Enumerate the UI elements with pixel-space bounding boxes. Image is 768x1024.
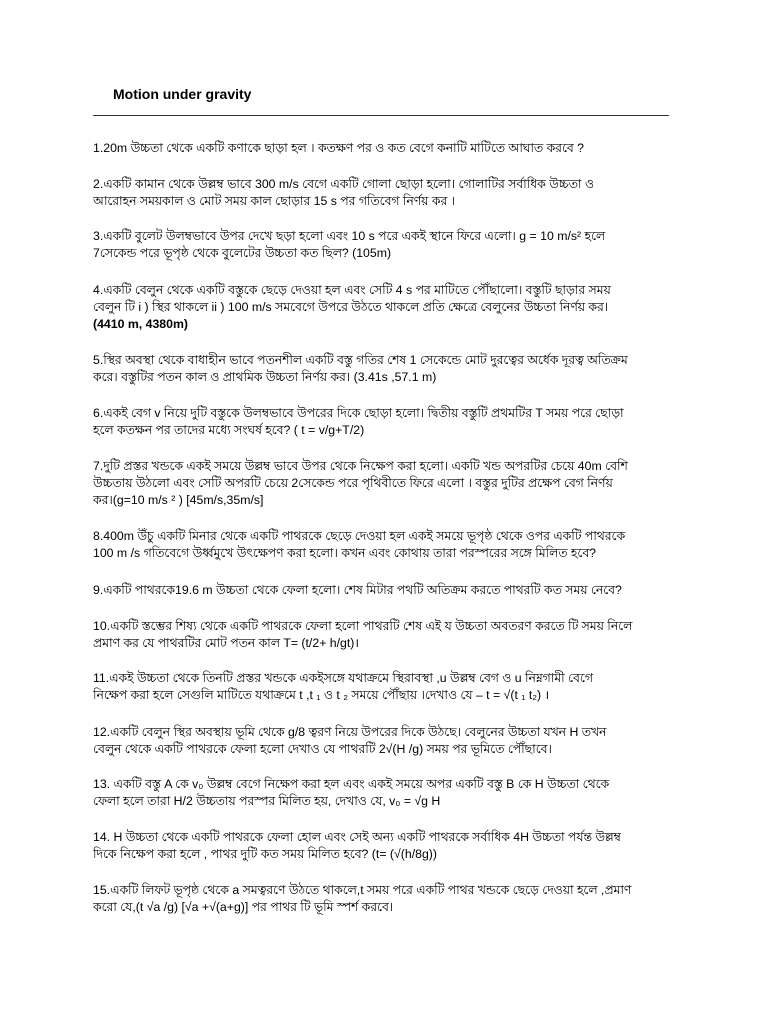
question-14: [93, 829, 668, 863]
question-line: 4.একটি বেলুন থেকে একটি বস্তুকে ছেড়ে দেওয়া হল এবং সেটি 4 s পর মাটিতে পৌঁছালো। বস্তুটি ছাড়ার সময়: [93, 283, 611, 297]
question-7: [93, 458, 668, 509]
question-line: উচ্চতায় উঠলো এবং সেটি অপরটি চেয়ে 2সেকেন্ড পরে পৃথিবীতে ফিরে এলো । বস্তুর দুটির প্রক্ষেপ বেগ নির্ণয়: [93, 476, 613, 490]
page-title: Motion under gravity: [113, 86, 252, 102]
question-line: 13. একটি বস্তু A কে v₀ উল্লম্ব বেগে নিক্ষেপ করা হল এবং একই সময়ে অপর একটি বস্তু B কে H উচ্চতা থেকে: [93, 777, 610, 791]
question-line: 8.400m উঁচু একটি মিনার থেকে একটি পাথরকে ছেড়ে দেওয়া হল একই সময়ে ভূপৃষ্ঠ থেকে ওপর একটি পাথরকে: [93, 529, 626, 543]
question-8: [93, 528, 668, 562]
question-line: 12.একটি বেলুন স্থির অবস্থায় ভূমি থেকে g/8 ত্বরণ নিয়ে উপরের দিকে উঠছে। বেলুনের উচ্চতা যখন H তখন: [93, 725, 607, 739]
question-line: 10.একটি স্তম্ভের শিষ্য থেকে একটি পাথরকে ফেলা হলো পাথরটি শেষ এই য উচ্চতা অবতরণ করতে টি সময় নিলে: [93, 619, 633, 633]
question-12: [93, 724, 668, 758]
question-line: 11.একই উচ্চতা থেকে তিনটি প্রস্তর খন্ডকে একইসঙ্গে যথাক্রমে স্থিরাবস্থা ,u উল্লম্ব বেগ ও u নিম্নগামী বেগে: [93, 671, 593, 685]
question-line: 14. H উচ্চতা থেকে একটি পাথরকে ফেলা হোল এবং সেই অন্য একটি পাথরকে সর্বাধিক 4H উচ্চতা পর্যন্ত উল্লম্ব: [93, 830, 621, 844]
question-1: [93, 140, 668, 157]
question-10: [93, 618, 668, 652]
question-line: নিক্ষেপ করা হলে সেগুলি মাটিতে যথাক্রমে t ,t ₁ ও t ₂ সময়ে পৌঁছায় ।দেখাও যে – t = √(t ₁ t₂) ।: [93, 688, 550, 702]
question-line: 2.একটি কামান থেকে উল্লম্ব ভাবে 300 m/s বেগে একটি গোলা ছোড়া হলো। গোলাটির সর্বাধিক উচ্চতা ও: [93, 177, 594, 191]
question-line: 15.একটি লিফট ভূপৃষ্ঠ থেকে a সমত্বরণে উঠতে থাকলে,t সময় পরে একটি পাথর খন্ডকে ছেড়ে দেওয়া হলে ,প্রমাণ: [93, 883, 632, 897]
question-line: 100 m /s গতিবেগে উর্ধ্বমুখে উৎক্ষেপণ করা হলো। কখন এবং কোথায় তারা পরস্পরের সঙ্গে মিলিত হবে?: [93, 546, 597, 560]
question-line: 7.দুটি প্রস্তর খন্ডকে একই সময়ে উল্লম্ব ভাবে উপর থেকে নিক্ষেপ করা হলো। একটি খন্ড অপরটির চেয়ে 40m বেশি: [93, 459, 628, 473]
question-5: [93, 352, 668, 386]
title-divider: [93, 115, 669, 116]
question-line: 6.একই বেগ v নিয়ে দুটি বস্তুকে উলম্বভাবে উপরের দিকে ছোড়া হলো। দ্বিতীয় বস্তুটি প্রথমটির T সময় পরে ছোড়া: [93, 406, 624, 420]
question-15: [93, 882, 668, 916]
question-line: প্রমাণ কর যে পাথরটির মোট পতন কাল T= (t/2+ h/gt)।: [93, 636, 360, 650]
question-line: বেলুন থেকে একটি পাথরকে ফেলা হলো দেখাও যে পাথরটি 2√(H /g) সময় পর ভূমিতে পৌঁছাবে।: [93, 742, 552, 756]
question-4: [93, 282, 668, 333]
question-line: করো যে,(t √a /g) [√a +√(a+g)] পর পাথর টি ভূমি স্পর্শ করবে।: [93, 900, 394, 914]
question-13: [93, 776, 668, 810]
question-line: 9.একটি পাথরকে19.6 m উচ্চতা থেকে ফেলা হলো। শেষ মিটার পথটি অতিক্রম করতে পাথরটি কত সময় নেবে?: [93, 583, 622, 597]
question-line: 5.স্থির অবস্থা থেকে বাধাহীন ভাবে পতনশীল একটি বস্তু গতির শেষ 1 সেকেন্ডে মোট দুরত্বের অর্ধেক দূরত্ব অতিক্রম: [93, 353, 628, 367]
question-line: 3.একটি বুলেট উলম্বভাবে উপর দেখে ছড়া হলো এবং 10 s পরে একই স্থানে ফিরে এলো। g = 10 m/s² হলে: [93, 229, 606, 243]
question-line: করে। বস্তুটির পতন কাল ও প্রাথমিক উচ্চতা নির্ণয় কর। (3.41s ,57.1 m): [93, 370, 437, 384]
question-9: [93, 582, 668, 599]
question-11: [93, 670, 668, 704]
question-line: ফেলা হলে তারা H/2 উচ্চতায় পরস্পর মিলিত হয়, দেখাও যে, v₀ = √g H: [93, 794, 441, 808]
question-line: দিকে নিক্ষেপ করা হলে , পাথর দুটি কত সময় মিলিত হবে? (t= (√(h/8g)): [93, 847, 437, 861]
question-line: 1.20m উচ্চতা থেকে একটি কণাকে ছাড়া হল । কতক্ষণ পর ও কত বেগে কনাটি মাটিতে আঘাত করবে ?: [93, 141, 584, 155]
question-line: কর।(g=10 m/s ² ) [45m/s,35m/s]: [93, 493, 264, 507]
question-line: বেলুন টি i ) স্থির থাকলে ii ) 100 m/s সমবেগে উপরে উঠতে থাকলে প্রতি ক্ষেত্রে বেলুনের উচ্চতা নির্ণয় কর।: [93, 300, 609, 314]
question-2: [93, 176, 668, 210]
question-line: 7সেকেন্ড পরে ভূপৃষ্ঠ থেকে বুলেটের উচ্চতা কত ছিল? (105m): [93, 246, 392, 260]
question-6: [93, 405, 668, 439]
question-3: [93, 228, 668, 262]
question-answer: (4410 m, 4380m): [93, 317, 189, 331]
question-line: হলে কতক্ষন পর তাদের মধ্যে সংঘর্ষ হবে? ( t = v/g+T/2): [93, 423, 365, 437]
question-line: আরোহন সময়কাল ও মোট সময় কাল ছোড়ার 15 s পর গতিবেগ নির্ণয় কর ।: [93, 194, 456, 208]
